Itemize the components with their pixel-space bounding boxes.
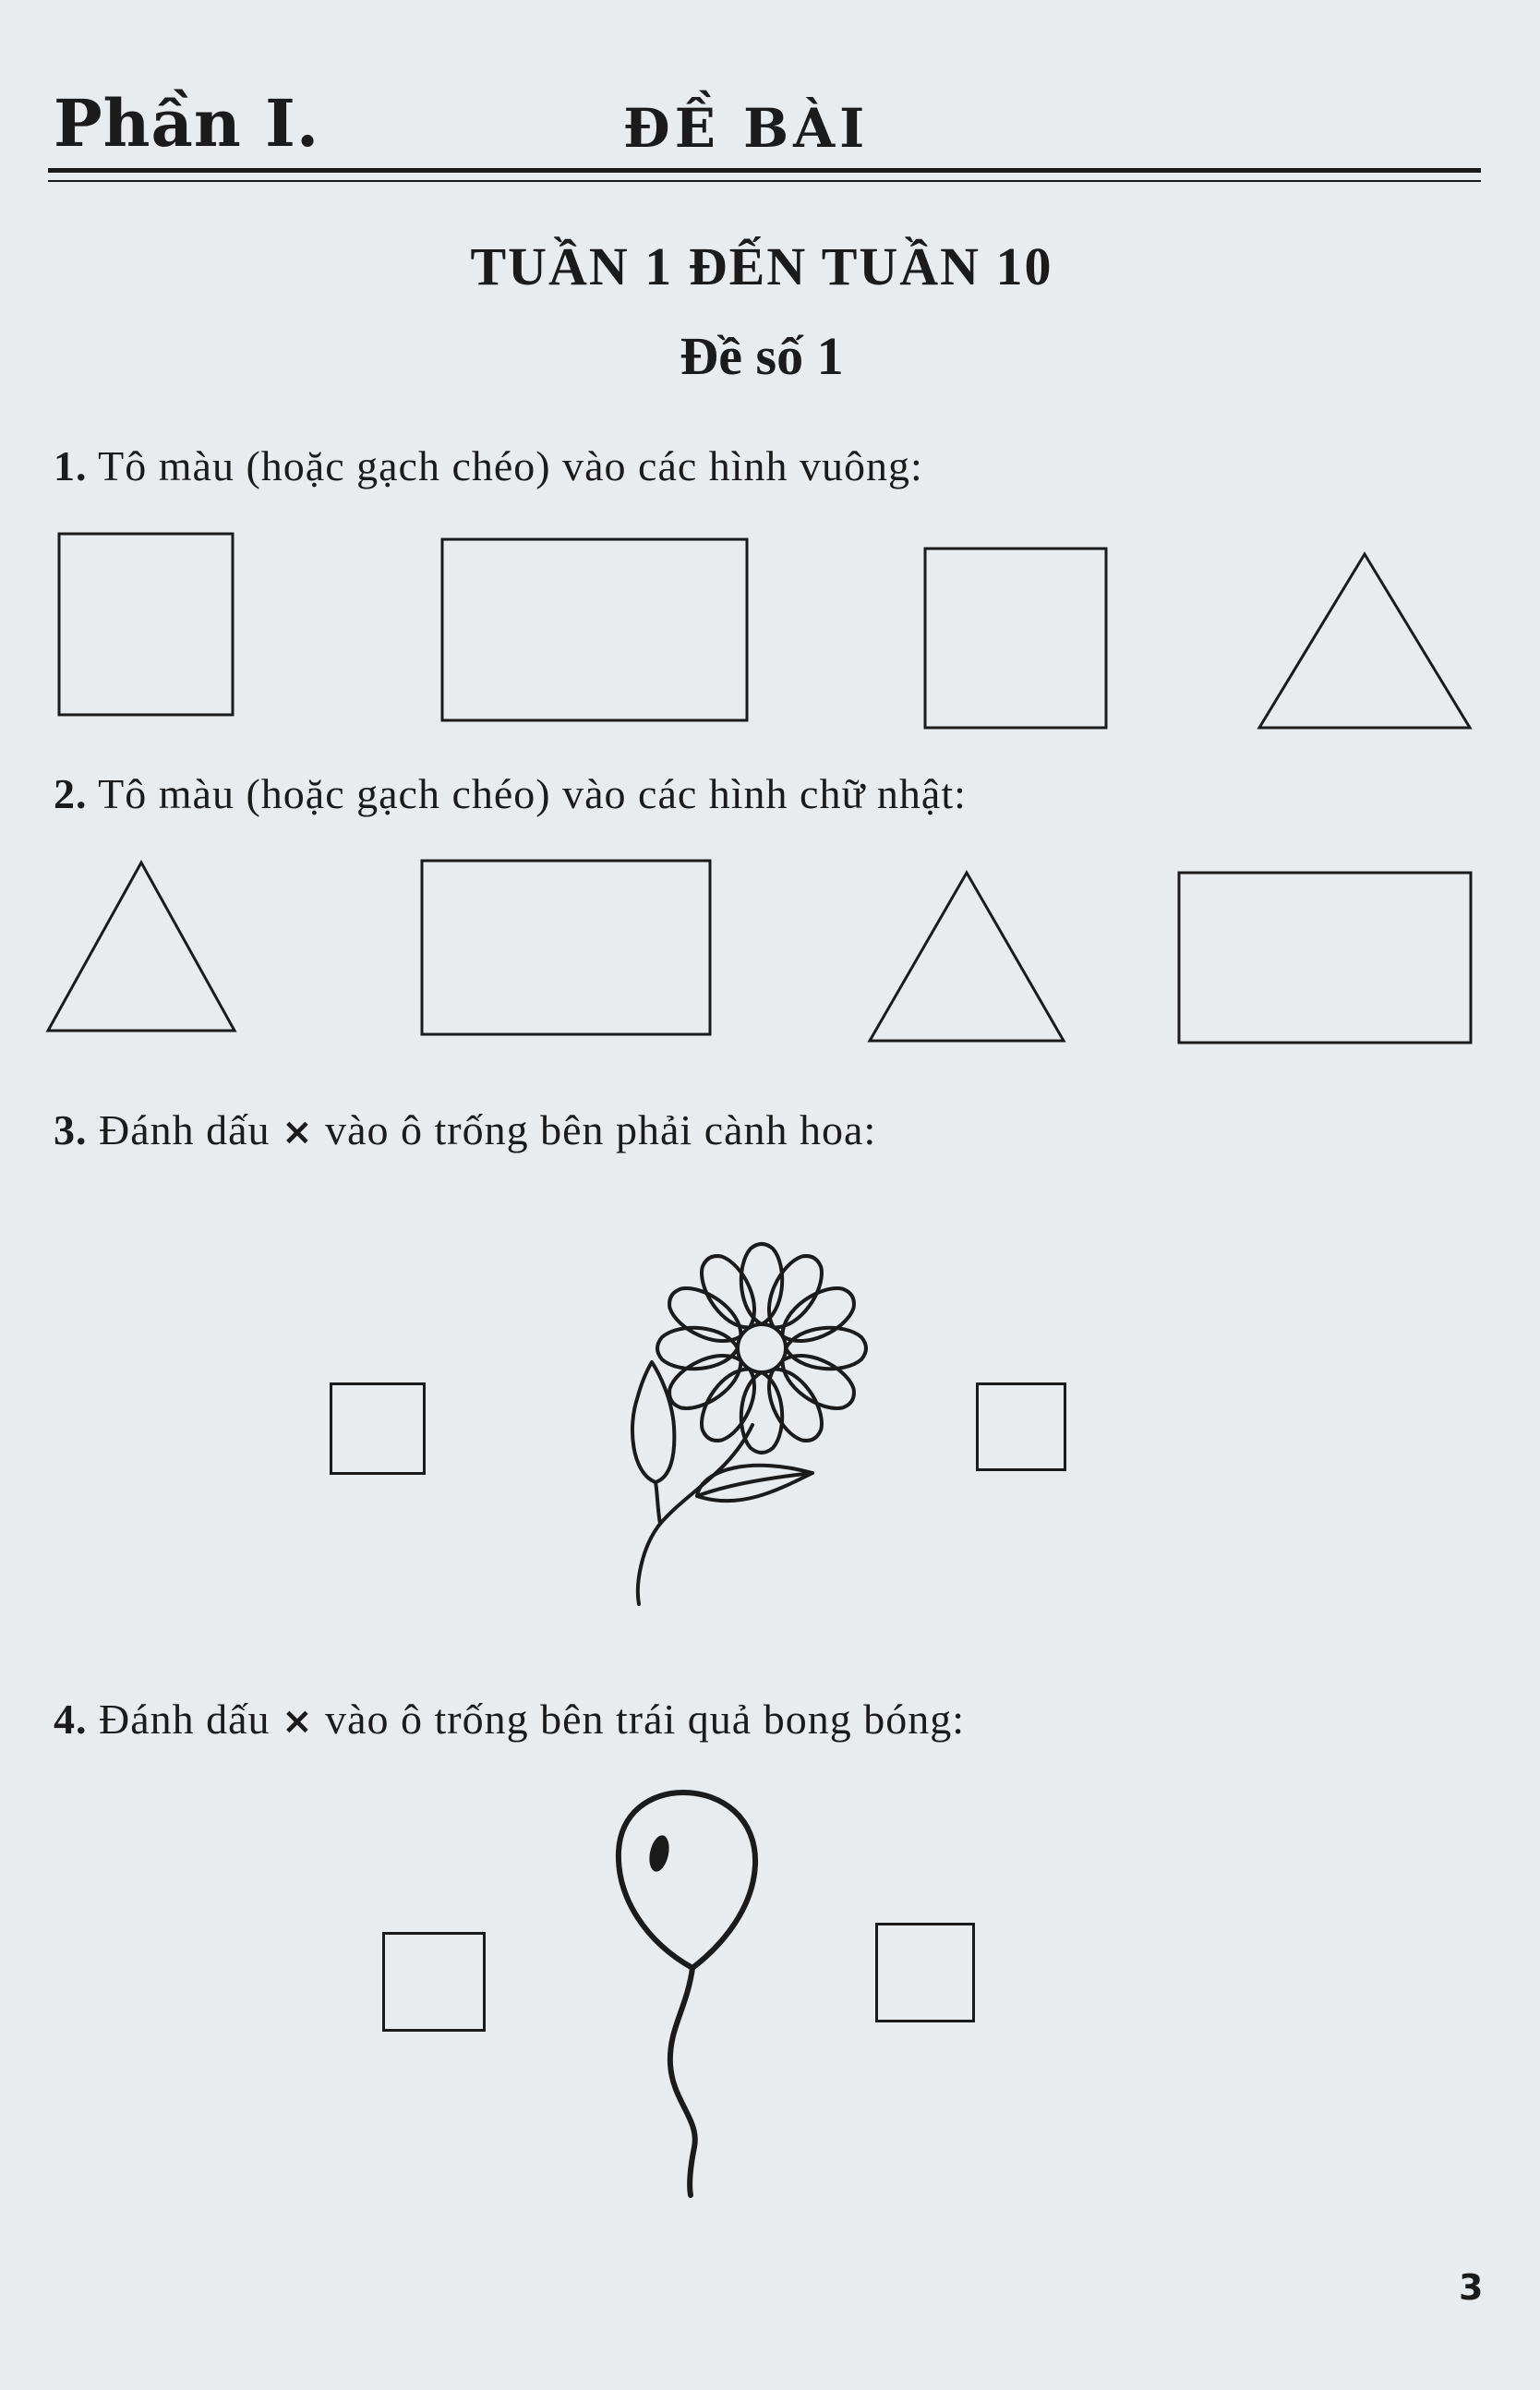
q1-shape-triangle[interactable] [1257,552,1472,730]
question-4 [54,1695,965,1744]
question-3-text-before: Đánh dấu [99,1106,271,1153]
week-range-heading: TUẦN 1 ĐẾN TUẦN 10 [470,236,1053,296]
question-4-number: 4. [54,1696,88,1743]
q1-shape-square[interactable] [923,547,1108,730]
header-rule-thin [48,180,1481,182]
section-title: ĐỀ BÀI [623,97,870,160]
question-2-text: Tô màu (hoặc gạch chéo) vào các hình chữ nhật: [98,770,967,817]
q1-shape-square[interactable] [57,532,235,717]
flower-icon [591,1214,896,1630]
page-number: 3 [1459,2267,1484,2308]
question-4-text-after: vào ô trống bên trái quả bong bóng: [325,1696,966,1743]
q2-shape-rectangle[interactable] [1177,871,1473,1044]
q2-shape-triangle[interactable] [868,871,1065,1043]
exam-number-heading: Đề số 1 [680,326,844,386]
q4-answer-box-right[interactable] [875,1923,975,2022]
q1-shape-rectangle[interactable] [440,537,749,722]
balloon-icon [609,1787,776,2203]
question-3-text-after: vào ô trống bên phải cành hoa: [325,1106,877,1153]
question-2-number: 2. [54,770,88,817]
section-label: Phần I. [54,85,320,162]
q2-shape-triangle[interactable] [46,861,236,1032]
q3-answer-box-right[interactable] [976,1382,1066,1471]
q2-shape-rectangle[interactable] [420,859,712,1036]
question-4-text-before: Đánh dấu [99,1696,271,1743]
x-mark-icon: × [282,1700,314,1743]
question-1-text: Tô màu (hoặc gạch chéo) vào các hình vuông: [98,442,923,489]
q4-answer-box-left[interactable] [382,1932,486,2032]
question-3-number: 3. [54,1106,88,1153]
header-rule-thick [48,168,1481,173]
question-3 [54,1105,876,1154]
question-2 [54,769,967,818]
q3-answer-box-left[interactable] [330,1382,426,1475]
x-mark-icon: × [282,1111,314,1153]
question-1 [54,441,923,490]
question-1-number: 1. [54,442,88,489]
